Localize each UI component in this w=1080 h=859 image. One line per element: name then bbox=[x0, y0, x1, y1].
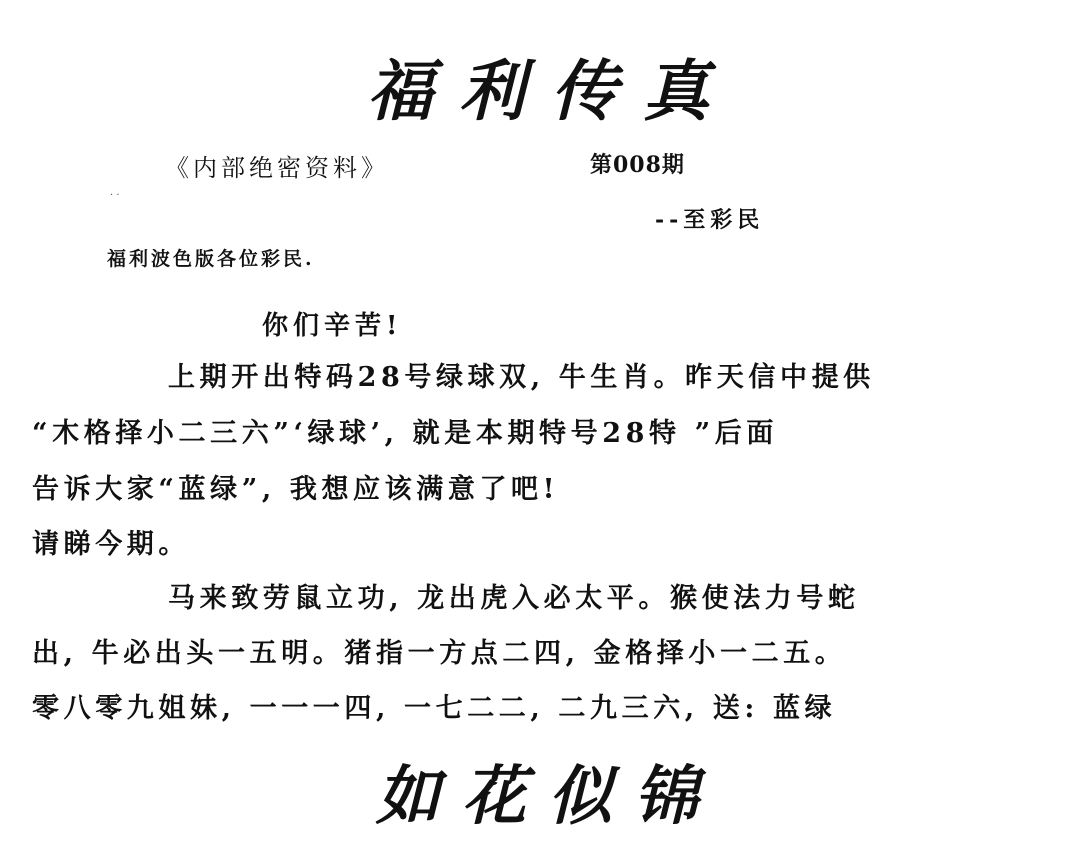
page-title: 福利传真 bbox=[367, 52, 735, 130]
greeting: 福利波色版各位彩民. bbox=[107, 248, 315, 270]
closing-phrase: 如花似锦 bbox=[376, 759, 720, 834]
letter-line-7: 零八零九姐妹, 一一一四, 一七二二, 二九三六, 送: 蓝绿 bbox=[32, 693, 837, 724]
stray-dots: · · bbox=[110, 190, 120, 201]
subtitle: 《内部绝密资料》 bbox=[165, 154, 389, 182]
letter-line-1: 上期开出特码28号绿球双, 牛生肖。昨天信中提供 bbox=[168, 362, 875, 393]
letter-line-6: 出, 牛必出头一五明。猪指一方点二四, 金格择小一二五。 bbox=[32, 638, 847, 669]
letter-line-3: 告诉大家“蓝绿”, 我想应该满意了吧! bbox=[32, 474, 560, 505]
signature: --至彩民 bbox=[655, 207, 765, 233]
letter-line-5: 马来致劳鼠立功, 龙出虎入必太平。猴使法力号蛇 bbox=[168, 583, 860, 614]
letter-line-4: 请睇今期。 bbox=[32, 529, 190, 560]
issue-number: 第008期 bbox=[590, 152, 685, 178]
salutation: 你们辛苦! bbox=[262, 311, 403, 341]
letter-line-2: “木格择小二三六”‘绿球’, 就是本期特号28特 ”后面 bbox=[32, 418, 778, 449]
